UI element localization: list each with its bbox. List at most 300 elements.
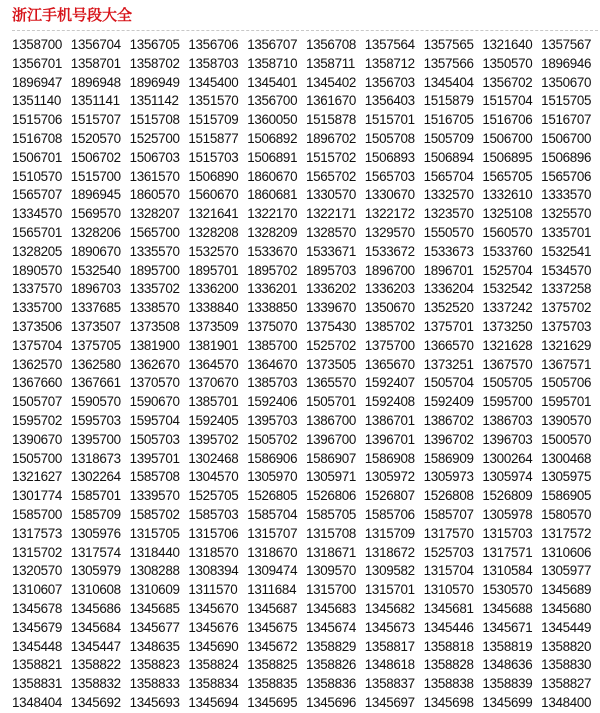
phone-prefix: 1345675 [247,619,298,635]
number-row [12,600,600,619]
number-row [12,186,600,205]
phone-prefix: 1375704 [12,337,63,353]
phone-prefix: 1351141 [70,93,120,109]
phone-prefix: 1586906 [247,450,298,466]
phone-prefix: 1358833 [129,676,180,692]
phone-prefix: 1351140 [12,93,62,109]
phone-prefix: 1515701 [364,112,415,128]
phone-prefix: 1345690 [188,638,239,654]
phone-prefix: 1375430 [305,318,357,334]
phone-prefix: 1318670 [247,544,298,560]
phone-prefix: 1310606 [541,544,592,560]
phone-prefix: 1336204 [423,281,474,297]
phone-prefix: 1373505 [305,356,357,372]
phone-prefix: 1345688 [482,600,533,616]
phone-prefix: 1339570 [129,488,180,504]
phone-prefix: 1592407 [364,375,415,391]
phone-prefix: 1595704 [129,412,180,428]
phone-prefix: 1390670 [12,431,63,447]
number-row [12,74,600,93]
phone-prefix: 1515703 [188,149,239,165]
phone-prefix: 1345697 [364,694,415,710]
phone-prefix: 1358824 [188,657,239,673]
phone-prefix: 1337242 [482,300,533,316]
phone-prefix: 1896948 [70,74,121,90]
phone-prefix: 1516705 [423,112,474,128]
phone-prefix: 1506890 [188,168,239,184]
phone-prefix: 1595702 [12,412,63,428]
phone-prefix: 1348404 [12,694,63,710]
phone-prefix: 1585700 [12,506,63,522]
number-row [12,280,600,299]
phone-prefix: 1592409 [423,394,474,410]
phone-prefix: 1345671 [482,619,533,635]
phone-prefix: 1345448 [12,638,63,654]
phone-prefix: 1358818 [423,638,474,654]
phone-prefix: 1310608 [70,582,121,598]
phone-prefix: 1336201 [247,281,298,297]
phone-prefix: 1896945 [70,187,121,203]
phone-prefix: 1315704 [423,563,474,579]
phone-prefix: 1516706 [482,112,533,128]
phone-prefix: 1592408 [364,394,415,410]
phone-prefix: 1328207 [129,206,180,222]
phone-prefix: 1506700 [541,130,592,146]
phone-prefix: 1896946 [541,55,592,71]
phone-prefix: 1345674 [305,619,357,635]
phone-prefix: 1592405 [188,412,239,428]
phone-prefix: 1896701 [423,262,474,278]
phone-prefix: 1356708 [305,37,357,52]
phone-prefix: 1362580 [70,356,121,372]
number-grid [12,36,600,713]
phone-prefix: 1358711 [305,55,356,71]
phone-prefix: 1585708 [129,469,180,485]
phone-prefix: 1895703 [305,262,357,278]
phone-prefix: 1360050 [247,112,298,128]
phone-prefix: 1500570 [541,431,592,447]
phone-prefix: 1385701 [188,394,239,410]
phone-prefix: 1358820 [541,638,592,654]
phone-prefix: 1860670 [247,168,298,184]
phone-prefix: 1367660 [12,375,63,391]
phone-prefix: 1315708 [305,525,357,541]
phone-prefix: 1590570 [70,394,121,410]
phone-prefix: 1358831 [12,676,63,692]
phone-prefix: 1520570 [70,130,121,146]
phone-prefix: 1362670 [129,356,180,372]
number-row [12,431,600,450]
number-row [12,506,600,525]
phone-prefix: 1348618 [364,657,415,673]
phone-prefix: 1505700 [12,450,63,466]
phone-prefix: 1585702 [129,506,180,522]
number-row [12,299,600,318]
phone-prefix: 1530570 [482,582,533,598]
phone-prefix: 1585706 [364,506,415,522]
phone-prefix: 1337685 [70,300,121,316]
phone-prefix: 1533670 [247,243,298,259]
phone-prefix: 1533671 [305,243,357,259]
phone-prefix: 1345672 [247,638,298,654]
phone-prefix: 1506892 [247,130,298,146]
number-row [12,224,600,243]
phone-prefix: 1305970 [247,469,298,485]
phone-prefix: 1305971 [305,469,357,485]
number-row [12,168,600,187]
number-row [12,262,600,281]
phone-prefix: 1336203 [364,281,415,297]
phone-prefix: 1345449 [541,619,592,635]
phone-prefix: 1308288 [129,563,180,579]
phone-prefix: 1305972 [364,469,415,485]
phone-prefix: 1505701 [305,394,357,410]
phone-prefix: 1895701 [188,262,239,278]
phone-prefix: 1345670 [188,600,239,616]
phone-prefix: 1565702 [305,168,357,184]
phone-prefix: 1895700 [129,262,180,278]
phone-prefix: 1395700 [70,431,121,447]
phone-prefix: 1356701 [12,55,63,71]
phone-prefix: 1386703 [482,412,533,428]
phone-prefix: 1345676 [188,619,239,635]
phone-prefix: 1367661 [70,375,121,391]
number-row [12,450,600,469]
number-row [12,544,600,563]
phone-prefix: 1315701 [364,582,415,598]
phone-prefix: 1506703 [129,149,180,165]
phone-prefix: 1505707 [12,394,63,410]
phone-prefix: 1351142 [129,93,179,109]
phone-prefix: 1595700 [482,394,533,410]
phone-prefix: 1335570 [129,243,180,259]
phone-prefix: 1515878 [305,112,357,128]
phone-prefix: 1565700 [129,224,180,240]
phone-prefix: 1515708 [129,112,180,128]
number-row [12,337,600,356]
phone-prefix: 1506893 [364,149,415,165]
phone-prefix: 1345680 [541,600,592,616]
phone-prefix: 1364570 [188,356,239,372]
phone-prefix: 1329570 [364,224,415,240]
phone-prefix: 1352520 [423,300,474,316]
phone-prefix: 1345685 [129,600,180,616]
phone-prefix: 1381900 [129,337,180,353]
number-row [12,656,600,675]
phone-prefix: 1345677 [129,619,180,635]
phone-prefix: 1345696 [305,694,357,710]
phone-prefix: 1321640 [482,37,533,52]
phone-prefix: 1586905 [541,488,592,504]
phone-prefix: 1358835 [247,676,298,692]
phone-prefix: 1890570 [12,262,63,278]
phone-prefix: 1367571 [541,356,592,372]
phone-prefix: 1358822 [70,657,121,673]
phone-prefix: 1358827 [541,676,592,692]
number-row [12,205,600,224]
number-row [12,111,600,130]
phone-prefix: 1585701 [70,488,121,504]
phone-prefix: 1565703 [364,168,415,184]
phone-prefix: 1525702 [305,337,357,353]
phone-prefix: 1506895 [482,149,533,165]
phone-prefix: 1358836 [305,676,357,692]
phone-prefix: 1323570 [423,206,474,222]
phone-prefix: 1337258 [541,281,592,297]
phone-prefix: 1396703 [482,431,533,447]
phone-prefix: 1348635 [129,638,180,654]
phone-prefix: 1365570 [305,375,357,391]
phone-prefix: 1585709 [70,506,121,522]
phone-prefix: 1345692 [70,694,121,710]
phone-prefix: 1365670 [364,356,415,372]
phone-prefix: 1526807 [364,488,415,504]
phone-prefix: 1515702 [305,149,357,165]
phone-prefix: 1356706 [188,37,239,52]
phone-prefix: 1345698 [423,694,474,710]
phone-prefix: 1308394 [188,563,239,579]
phone-prefix: 1358700 [12,37,63,52]
phone-prefix: 1338570 [129,300,180,316]
phone-prefix: 1333570 [541,187,592,203]
phone-prefix: 1345693 [129,694,180,710]
phone-prefix: 1560570 [482,224,533,240]
phone-prefix: 1585705 [305,506,357,522]
phone-prefix: 1860681 [247,187,298,203]
phone-prefix: 1373251 [423,356,474,372]
phone-prefix: 1330670 [364,187,415,203]
phone-prefix: 1506896 [541,149,592,165]
phone-prefix: 1358817 [364,638,415,654]
phone-prefix: 1317571 [482,544,533,560]
number-row [12,36,600,55]
number-row [12,149,600,168]
phone-prefix: 1373507 [70,318,121,334]
phone-prefix: 1310584 [482,563,533,579]
phone-prefix: 1318672 [364,544,415,560]
phone-prefix: 1515700 [70,168,121,184]
phone-prefix: 1585703 [188,506,239,522]
phone-prefix: 1373250 [482,318,533,334]
phone-prefix: 1515709 [188,112,239,128]
phone-prefix: 1358837 [364,676,415,692]
phone-prefix: 1534570 [541,262,592,278]
phone-prefix: 1896702 [305,130,357,146]
phone-prefix: 1311570 [188,582,238,598]
phone-prefix: 1350570 [482,55,533,71]
phone-prefix: 1357565 [423,37,474,52]
phone-prefix: 1345695 [247,694,298,710]
phone-prefix: 1328206 [70,224,121,240]
phone-prefix: 1358830 [541,657,592,673]
phone-prefix: 1345682 [364,600,415,616]
phone-prefix: 1386700 [305,412,357,428]
number-row [12,619,600,638]
phone-prefix: 1345446 [423,619,474,635]
phone-prefix: 1525704 [482,262,533,278]
phone-prefix: 1345400 [188,74,239,90]
phone-prefix: 1375700 [364,337,415,353]
phone-prefix: 1515877 [188,130,239,146]
phone-prefix: 1366570 [423,337,474,353]
phone-prefix: 1361670 [305,93,357,109]
phone-prefix: 1328208 [188,224,239,240]
phone-prefix: 1550570 [423,224,474,240]
phone-prefix: 1516708 [12,130,63,146]
title-divider [12,30,598,31]
phone-prefix: 1345402 [305,74,357,90]
phone-prefix: 1358823 [129,657,180,673]
phone-prefix: 1348636 [482,657,533,673]
phone-prefix: 1318673 [70,450,121,466]
phone-prefix: 1532570 [188,243,239,259]
phone-prefix: 1351570 [188,93,239,109]
phone-prefix: 1533672 [364,243,415,259]
phone-prefix: 1345401 [247,74,298,90]
phone-prefix: 1373509 [188,318,239,334]
phone-prefix: 1358832 [70,676,121,692]
phone-prefix: 1373506 [12,318,63,334]
phone-prefix: 1336202 [305,281,357,297]
phone-prefix: 1335700 [12,300,63,316]
phone-prefix: 1890670 [70,243,121,259]
phone-prefix: 1356703 [364,74,415,90]
phone-prefix: 1506701 [12,149,63,165]
phone-prefix: 1345689 [541,582,592,598]
number-row [12,581,600,600]
phone-prefix: 1565707 [12,187,63,203]
phone-prefix: 1361570 [129,168,180,184]
phone-prefix: 1345687 [247,600,298,616]
phone-prefix: 1305973 [423,469,474,485]
phone-prefix: 1590670 [129,394,180,410]
phone-prefix: 1565704 [423,168,474,184]
phone-prefix: 1305977 [541,563,592,579]
phone-prefix: 1310609 [129,582,180,598]
phone-prefix: 1370570 [129,375,180,391]
phone-prefix: 1526806 [305,488,357,504]
phone-prefix: 1356700 [247,93,298,109]
phone-prefix: 1322172 [364,206,415,222]
phone-prefix: 1505706 [541,375,592,391]
phone-prefix: 1309474 [247,563,298,579]
phone-prefix: 1321628 [482,337,533,353]
number-row [12,130,600,149]
phone-prefix: 1895702 [247,262,298,278]
phone-prefix: 1332570 [423,187,474,203]
phone-prefix: 1385703 [247,375,298,391]
phone-prefix: 1585704 [247,506,298,522]
phone-prefix: 1311684 [247,582,297,598]
phone-prefix: 1357566 [423,55,474,71]
phone-prefix: 1315707 [247,525,298,541]
phone-prefix: 1350670 [364,300,415,316]
phone-prefix: 1516707 [541,112,592,128]
phone-prefix: 1348400 [541,694,592,710]
phone-prefix: 1896700 [364,262,415,278]
phone-prefix: 1305975 [541,469,592,485]
phone-prefix: 1396702 [423,431,474,447]
phone-prefix: 1335702 [129,281,180,297]
phone-prefix: 1381901 [188,337,239,353]
phone-prefix: 1356403 [364,93,415,109]
phone-prefix: 1510570 [12,168,63,184]
phone-prefix: 1515706 [12,112,63,128]
number-row [12,374,600,393]
phone-prefix: 1345699 [482,694,533,710]
phone-prefix: 1569570 [70,206,121,222]
phone-prefix: 1533673 [423,243,474,259]
phone-prefix: 1586907 [305,450,357,466]
phone-prefix: 1526805 [247,488,298,504]
phone-prefix: 1390570 [541,412,592,428]
phone-prefix: 1338850 [247,300,298,316]
phone-prefix: 1505708 [364,130,415,146]
phone-prefix: 1345694 [188,694,239,710]
phone-prefix: 1358703 [188,55,239,71]
phone-prefix: 1309582 [364,563,415,579]
phone-prefix: 1345447 [70,638,121,654]
phone-prefix: 1305978 [482,506,533,522]
phone-prefix: 1533760 [482,243,533,259]
phone-prefix: 1385700 [247,337,298,353]
phone-prefix: 1585707 [423,506,474,522]
phone-prefix: 1334570 [12,206,63,222]
phone-prefix: 1375705 [70,337,121,353]
phone-prefix: 1330570 [305,187,357,203]
phone-prefix: 1317574 [70,544,121,560]
number-row [12,393,600,412]
phone-prefix: 1301774 [12,488,63,504]
phone-prefix: 1532542 [482,281,533,297]
phone-prefix: 1375703 [541,318,592,334]
phone-prefix: 1526809 [482,488,533,504]
number-row [12,675,600,694]
phone-prefix: 1896947 [12,74,63,90]
phone-prefix: 1358712 [364,55,415,71]
phone-prefix: 1304570 [188,469,239,485]
phone-prefix: 1315706 [188,525,239,541]
phone-prefix: 1515704 [482,93,533,109]
phone-prefix: 1386702 [423,412,474,428]
phone-prefix: 1321627 [12,469,63,485]
phone-prefix: 1317570 [423,525,474,541]
phone-prefix: 1315700 [305,582,357,598]
phone-prefix: 1328205 [12,243,63,259]
number-row [12,243,600,262]
phone-prefix: 1345404 [423,74,474,90]
phone-prefix: 1325108 [482,206,533,222]
phone-prefix: 1532540 [70,262,121,278]
number-row [12,487,600,506]
phone-prefix: 1317573 [12,525,63,541]
phone-prefix: 1315702 [12,544,63,560]
number-row [12,638,600,657]
phone-prefix: 1525703 [423,544,474,560]
phone-prefix: 1335701 [541,224,592,240]
phone-prefix: 1375701 [423,318,474,334]
phone-prefix: 1345684 [70,619,121,635]
number-row [12,55,600,74]
phone-prefix: 1525705 [188,488,239,504]
phone-prefix: 1505705 [482,375,533,391]
phone-prefix: 1309570 [305,563,357,579]
phone-prefix: 1345681 [423,600,474,616]
phone-prefix: 1305976 [70,525,121,541]
phone-prefix: 1506702 [70,149,121,165]
phone-prefix: 1345673 [364,619,415,635]
phone-prefix: 1525700 [129,130,180,146]
